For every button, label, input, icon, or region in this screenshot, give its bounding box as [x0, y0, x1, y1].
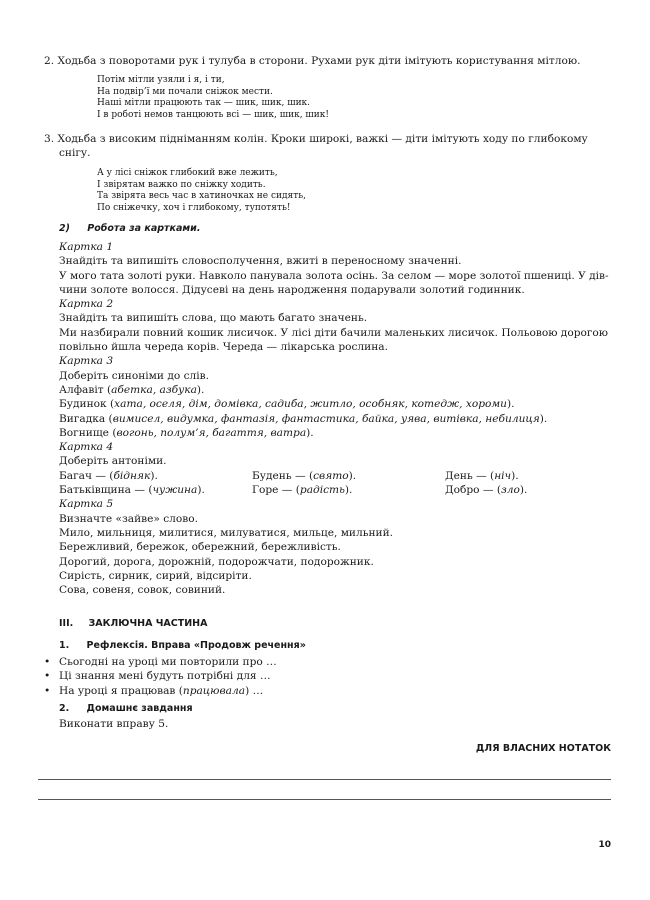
synonym-item: Вогнище (вогонь, полум’я, багаття, ватра). [59, 426, 314, 439]
poem-1 [97, 75, 329, 122]
antonym-row [59, 483, 609, 497]
exercise-text-cont: снігу. [59, 147, 91, 160]
heading-number: 2) [59, 223, 70, 234]
poem-line: Та звірята весь час в хатиночках не сидять, [97, 191, 306, 202]
card-1-task: Знайдіть та випишіть словосполучення, вжиті в переносному значенні. [59, 255, 462, 268]
notes-label: ДЛЯ ВЛАСНИХ НОТАТОК [475, 743, 611, 754]
exercise-number: 3. [44, 133, 55, 145]
word-group: Бережливий, бережок, обережний, бережливість. [59, 541, 341, 554]
list-item: • Ці знання мені будуть потрібні для … [44, 670, 271, 683]
antonym-row [59, 469, 609, 483]
card-1-title: Картка 1 [59, 241, 114, 253]
exercise-2 [44, 54, 580, 68]
exercise-text: Ходьба з високим підніманням колін. Кроки широкі, важкі — діти імітують ходу по глибокому [57, 133, 588, 145]
card-2-title: Картка 2 [59, 298, 114, 311]
antonym-pair: Батьківщина — (чужина). [59, 484, 205, 497]
synonym-item: Будинок (хата, оселя, дім, домівка, садиба, житло, особняк, котедж, хороми). [59, 398, 515, 411]
card-1-line: У мого тата золоті руки. Навколо панувала золота осінь. За селом — море золотої пшениці. У дів- [59, 269, 609, 282]
card-1-line: чини золоте волосся. Дідусеві на день народження подарували золотий годинник. [59, 283, 525, 296]
list-item: • На уроці я працював (працювала) … [44, 684, 264, 697]
heading-label: Робота за картками. [87, 223, 201, 234]
card-5-title: Картка 5 [59, 498, 114, 511]
notes-line [38, 799, 611, 800]
cards-heading [59, 223, 200, 234]
poem-line: І в роботі немов танцюють всі — шик, шик, шик! [97, 110, 330, 121]
antonym-pair: Будень — (свято). [252, 469, 357, 482]
card-4-title: Картка 4 [59, 441, 114, 454]
poem-line: Потім мітли узяли і я, і ти, [97, 75, 225, 85]
antonym-pair: Горе — (радість). [252, 484, 353, 497]
synonym-item: Вигадка (вимисел, видумка, фантазія, фантастика, байка, уява, витівка, небилиця). [59, 412, 548, 425]
cards-block [59, 240, 609, 597]
card-2-line: повільно йшла череда корів. Череда — лікарська рослина. [59, 341, 388, 354]
bullet-list [44, 655, 277, 698]
exercise-text: Ходьба з поворотами рук і тулуба в сторони. Рухами рук діти імітують користування мітлою. [57, 55, 581, 67]
poem-line: І звірятам важко по сніжку ходить. [97, 179, 266, 190]
antonym-pair: Добро — (зло). [445, 484, 528, 497]
notes-line [38, 779, 611, 780]
synonym-item: Алфавіт (абетка, азбука). [59, 383, 205, 396]
card-2-task: Знайдіть та випишіть слова, що мають багато значень. [59, 312, 368, 325]
poem-2 [97, 168, 306, 215]
antonym-pair: День — (ніч). [445, 469, 519, 482]
card-3-title: Картка 3 [59, 355, 114, 368]
reflection-heading: 1. Рефлексія. Вправа «Продовж речення» [59, 640, 306, 651]
card-3-task: Доберіть синоніми до слів. [59, 369, 210, 382]
list-item: • Сьогодні на уроці ми повторили про … [44, 656, 277, 668]
card-4-task: Доберіть антоніми. [59, 455, 167, 468]
poem-line: Наші мітли працюють так — шик, шик, шик. [97, 98, 311, 109]
homework-text: Виконати вправу 5. [59, 718, 169, 730]
card-5-task: Визначте «зайве» слово. [59, 512, 198, 525]
poem-line: А у лісі сніжок глибокий вже лежить, [97, 168, 278, 178]
poem-line: По сніжечку, хоч і глибокому, тупотять! [97, 203, 291, 214]
word-group: Сова, совеня, совок, совиний. [59, 584, 226, 597]
exercise-number: 2. [44, 55, 55, 67]
section-3-heading: III. ЗАКЛЮЧНА ЧАСТИНА [59, 618, 208, 629]
poem-line: На подвір’ї ми почали сніжок мести. [97, 86, 273, 97]
word-group: Дорогий, дорога, дорожній, подорожчати, подорожник. [59, 555, 374, 568]
exercise-3 [44, 132, 588, 161]
antonym-pair: Багач — (бідняк). [59, 469, 158, 482]
word-group: Мило, мильниця, милитися, милуватися, мильце, мильний. [59, 526, 394, 539]
word-group: Сирість, сирник, сирий, відсиріти. [59, 569, 252, 582]
page-number: 10 [598, 840, 611, 850]
card-2-line: Ми назбирали повний кошик лисичок. У лісі діти бачили маленьких лисичок. Польовою дорогою [59, 326, 609, 339]
homework-heading: 2. Домашнє завдання [59, 703, 193, 714]
